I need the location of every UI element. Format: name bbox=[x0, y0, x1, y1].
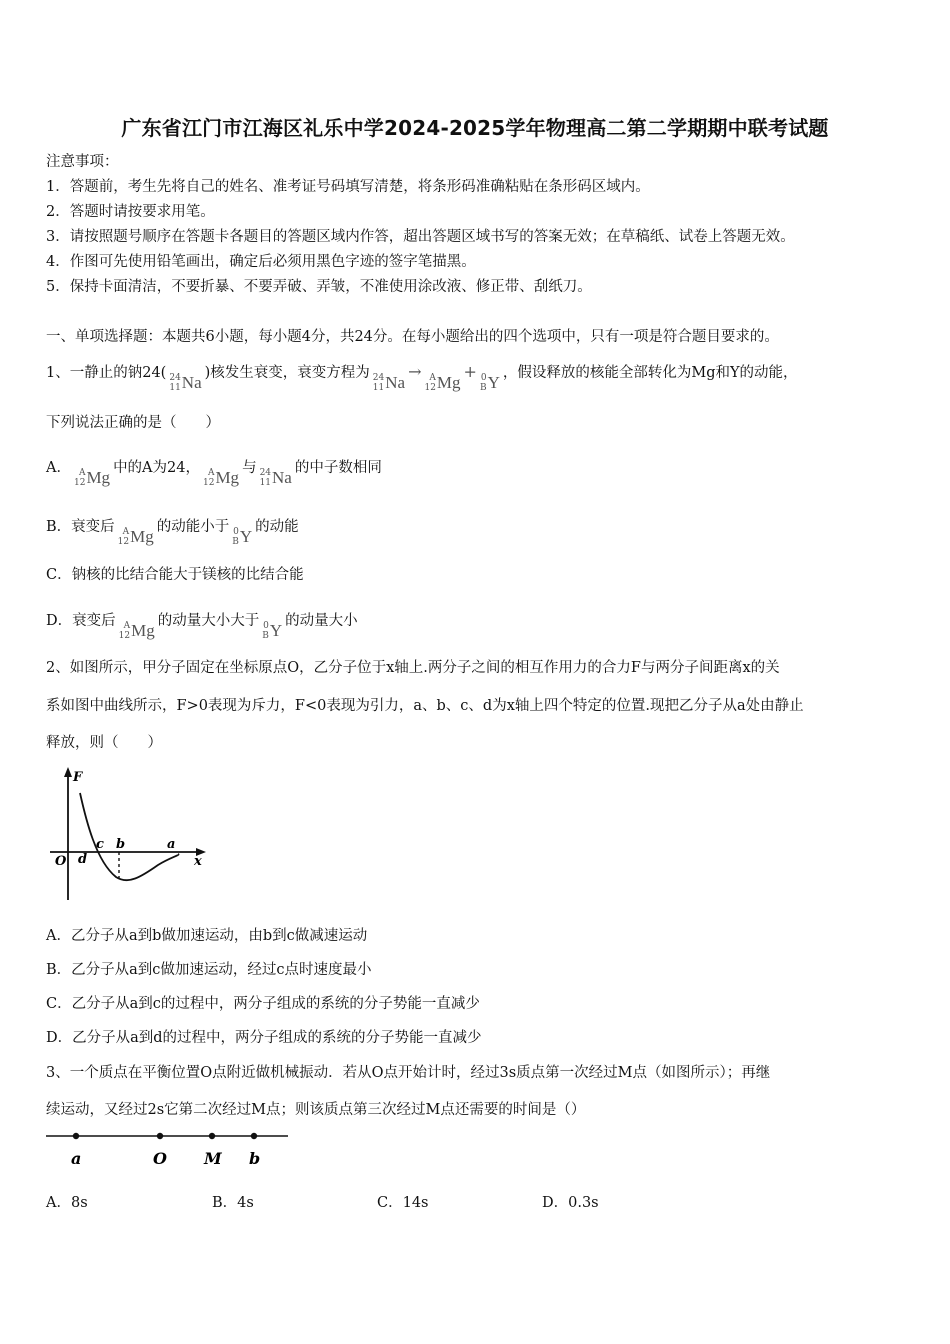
force-curve bbox=[80, 793, 179, 880]
point-m-label: M bbox=[204, 1149, 222, 1168]
q3-stem-line2: 续运动，又经过2s它第二次经过M点；则该质点第三次经过M点还需要的时间是（） bbox=[46, 1102, 586, 1118]
notice-item-3: 3．请按照题号顺序在答题卡各题目的答题区域内作答，超出答题区域书写的答案无效；在草稿纸、试卷上答题无效。 bbox=[46, 229, 795, 245]
y-nuclide: 0 B Y bbox=[262, 621, 283, 641]
label-x: x bbox=[194, 854, 202, 869]
label-c: c bbox=[96, 837, 104, 852]
f-axis-arrow bbox=[64, 767, 72, 777]
mg-nuclide: A 12 Mg bbox=[117, 527, 154, 547]
q2-option-a: A．乙分子从a到b做加速运动，由b到c做减速运动 bbox=[46, 928, 368, 944]
q1-text-1: 1、一静止的钠24( bbox=[46, 365, 167, 381]
q3-option-c: C．14s bbox=[377, 1195, 429, 1211]
notice-item-5: 5．保持卡面清洁，不要折暴、不要弄破、弄皱，不准使用涂改液、修正带、刮纸刀。 bbox=[46, 279, 592, 295]
point-m-dot bbox=[209, 1133, 215, 1139]
q1-stem-line1 bbox=[46, 362, 798, 393]
oscillation-line-diagram bbox=[44, 1126, 294, 1168]
q1-option-d: D．衰变后 A 12 Mg 的动量大小大于 0 B Y 的动量大小 bbox=[46, 613, 358, 641]
point-b-dot bbox=[251, 1133, 257, 1139]
equation-mg: A 12 Mg bbox=[424, 373, 461, 393]
mg-nuclide: A 12 Mg bbox=[73, 468, 111, 488]
label-a: a bbox=[167, 837, 176, 852]
q3-stem-line1: 3、一个质点在平衡位置O点附近做机械振动．若从O点开始计时，经过3s质点第一次经过M点（如图所示）；再继 bbox=[46, 1065, 771, 1081]
na-nuclide: 24 11 Na bbox=[169, 373, 202, 393]
page-title: 广东省江门市江海区礼乐中学2024-2025学年物理高二第二学期期中联考试题 bbox=[121, 116, 829, 140]
point-o-label: O bbox=[153, 1149, 167, 1168]
label-d: d bbox=[78, 852, 88, 867]
label-f: F bbox=[73, 770, 83, 785]
point-a-label: a bbox=[71, 1149, 82, 1168]
q2-stem-line1: 2、如图所示，甲分子固定在坐标原点O，乙分子位于x轴上.两分子之间的相互作用力的合力F与两分子间距离x的关 bbox=[46, 660, 780, 676]
mg-nuclide: A 12 Mg bbox=[118, 621, 155, 641]
q3-option-d: D．0.3s bbox=[542, 1195, 599, 1211]
point-a-dot bbox=[73, 1133, 79, 1139]
y-nuclide: 0 B Y bbox=[232, 527, 253, 547]
equation-na: 24 11 Na bbox=[372, 373, 406, 393]
q1-text-3: ，假设释放的核能全部转化为Mg和Y的动能， bbox=[502, 365, 798, 381]
q2-option-b: B．乙分子从a到c做加速运动，经过c点时速度最小 bbox=[46, 962, 372, 978]
notice-item-4: 4．作图可先使用铅笔画出，确定后必须用黑色字迹的签字笔描黑。 bbox=[46, 254, 476, 270]
q1-option-b: B．衰变后 A 12 Mg 的动能小于 0 B Y 的动能 bbox=[46, 519, 299, 547]
q1-option-a: A． A 12 Mg 中的A为24， A 12 Mg 与 24 11 Na 的中子数相同 bbox=[46, 460, 382, 488]
arrow-symbol: → bbox=[408, 362, 422, 381]
point-o-dot bbox=[157, 1133, 163, 1139]
q1-option-c: C．钠核的比结合能大于镁核的比结合能 bbox=[46, 567, 304, 583]
q2-stem-line3: 释放，则（ ） bbox=[46, 735, 162, 751]
force-distance-graph bbox=[46, 765, 216, 905]
notice-item-2: 2．答题时请按要求用笔。 bbox=[46, 204, 215, 220]
q2-option-d: D．乙分子从a到d的过程中，两分子组成的系统的分子势能一直减少 bbox=[46, 1030, 482, 1046]
q3-option-b: B．4s bbox=[212, 1195, 254, 1211]
equation-y: 0 B Y bbox=[479, 373, 500, 393]
mg-nuclide: A 12 Mg bbox=[202, 468, 240, 488]
notice-heading: 注意事项： bbox=[46, 154, 119, 170]
q3-option-a: A．8s bbox=[46, 1195, 88, 1211]
q1-text-2: )核发生衰变，衰变方程为 bbox=[204, 365, 370, 381]
section1-heading: 一、单项选择题：本题共6小题，每小题4分，共24分。在每小题给出的四个选项中，只有一项是符合题目要求的。 bbox=[46, 329, 779, 345]
notice-item-1: 1．答题前，考生先将自己的姓名、准考证号码填写清楚，将条形码准确粘贴在条形码区域内。 bbox=[46, 179, 650, 195]
q2-option-c: C．乙分子从a到c的过程中，两分子组成的系统的分子势能一直减少 bbox=[46, 996, 480, 1012]
label-b: b bbox=[116, 837, 126, 852]
point-b-label: b bbox=[249, 1149, 261, 1168]
na-nuclide: 24 11 Na bbox=[259, 468, 292, 488]
q2-stem-line2: 系如图中曲线所示，F>0表现为斥力，F<0表现为引力，a、b、c、d为x轴上四个特定的位置.现把乙分子从a处由静止 bbox=[46, 698, 804, 714]
plus-symbol: + bbox=[463, 362, 477, 381]
q1-stem-line2: 下列说法正确的是（ ） bbox=[46, 415, 220, 431]
label-o: O bbox=[55, 854, 67, 869]
